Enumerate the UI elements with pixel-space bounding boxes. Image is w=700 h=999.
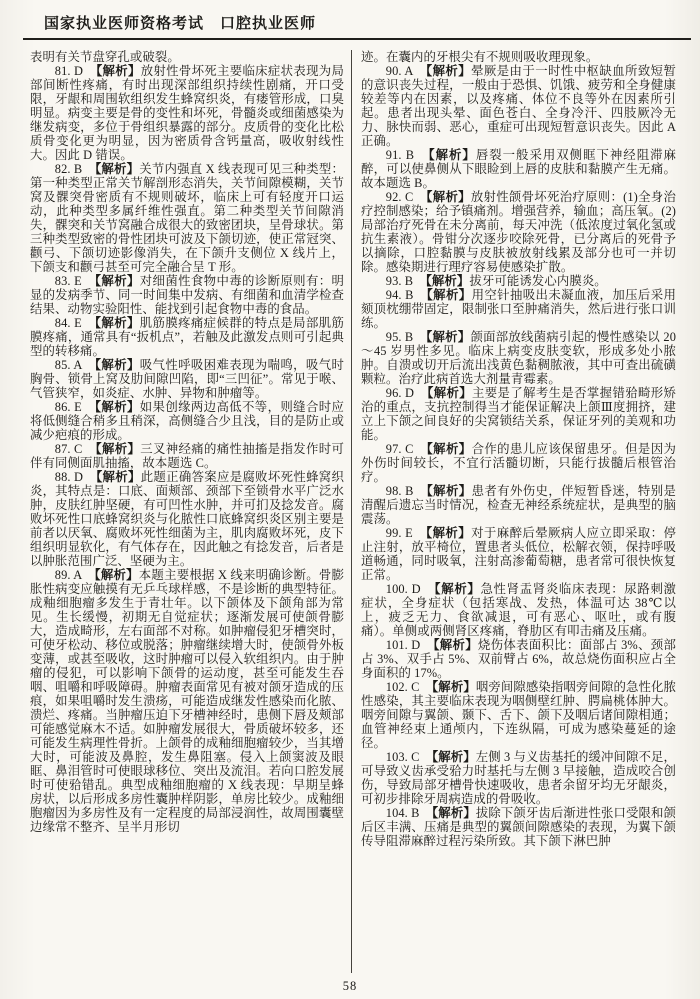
analysis-tag: 【解析】 [94,568,139,582]
answer-paragraph: 89. A 【解析】本题主要根据 X 线来明确诊断。骨膨胀性病变应触摸有无乒乓球样感，不是诊断的典型特征。成釉细胞瘤多发生于青壮年。以下颌体及下颌角部为常见。生长缓慢，初期无自觉症状；逐渐发展可使颌骨膨大，造成畸形，左右面部不对称。如肿瘤侵犯牙槽突时，可使牙松动、移位或脱落；肿瘤继续增大时，使颌骨外板变薄，或甚至吸收，这时肿瘤可以侵入软组织内。由于肿瘤的侵犯，可以影响下颌骨的运动度，甚至可能发生吞咽、咀嚼和呼吸障碍。肿瘤表面常见有被对颌牙造成的压痕，如果咀嚼时发生溃疡，可能造成继发性感染而化脓、溃烂、疼痛。当肿瘤压迫下牙槽神经时，患侧下唇及颊部可能感觉麻木不适。如肿瘤发展很大，骨质破坏较多，还可能发生病理性骨折。上颌骨的成釉细胞瘤较少，当其增大时，可能波及鼻腔，发生鼻阻塞。侵入上颌窦波及眼眶、鼻泪管时可使眼球移位、突出及流泪。若向口腔发展时可使𬌗错乱。典型成釉细胞瘤的 X 线表现：早期呈蜂房状，以后形成多房性囊肿样阴影，单房比较少。成釉细胞瘤因为多房性及有一定程度的局部浸润性，故周围囊壁边缘常不整齐、呈半月形切 [30,568,344,834]
answer-paragraph: 99. E 【解析】对于麻醉后晕厥病人应立即采取：停止注射，放平椅位，置患者头低位，松解衣领，保持呼吸道畅通，同时吸氧，注射高渗葡萄糖，患者常可很快恢复正常。 [361,526,676,582]
analysis-tag: 【解析】 [94,274,140,288]
analysis-tag: 【解析】 [426,288,472,302]
question-number: 96. D [385,386,428,400]
analysis-tag: 【解析】 [96,470,141,484]
analysis-tag: 【解析】 [94,400,140,414]
analysis-tag: 【解析】 [434,582,481,596]
right-column [351,50,676,973]
analysis-tag: 【解析】 [95,162,140,176]
question-number: 103. C [385,750,432,764]
answer-paragraph: 83. E 【解析】对细菌性食物中毒的诊断原则有：明显的发病季节、同一时间集中发病、有细菌和血清学检查结果、动物实验阳性、能找到引起食物中毒的食品。 [30,274,344,316]
answer-paragraph: 88. D 【解析】此题正确答案应是腐败坏死性蜂窝织炎，其特点是：口底、面颊部、颈部下至锁骨水平广泛水肿，皮肤红肿坚硬，有可凹性水肿，并可扪及捻发音。腐败坏死性口底蜂窝织炎与化脓性口底蜂窝织炎区别主要是前者以厌氧、腐败坏死性细菌为主，肌肉腐败坏死，皮下组织明显软化，有气体存在，因此触之有捻发音，后者是以肿胀范围广泛、坚硬为主。 [30,470,344,568]
answer-paragraph: 92. C 【解析】放射性颌骨坏死治疗原则：(1)全身治疗控制感染；给予镇痛剂。增强营养，输血；高压氧。(2)局部治疗死骨在未分离前，每天冲洗（低浓度过氧化氢或抗生素液）。骨钳分次逐步咬除死骨，已分离后的死骨予以摘除，口腔黏膜与皮肤被放射线累及部分也可一并切除。感染期进行理疗容易使感染扩散。 [361,190,676,274]
answer-paragraph: 迹。在囊内的牙根尖有不规则吸收理现象。 [361,50,599,64]
question-number: 99. E [385,526,426,540]
answer-paragraph: 103. C 【解析】左侧 3 与义齿基托的缓冲间隙不足，可导致义齿承受𬌗力时基托与左侧 3 早接触，造成咬合创伤，导致局部牙槽骨快速吸收，患者余留牙均无牙龈炎，可初步排除牙周病造成的骨吸收。 [361,750,676,806]
question-number: 95. B [385,330,427,344]
answer-paragraph: 94. B 【解析】用空针抽吸出未凝血液，加压后采用颏顶枕绷带固定，限制张口至肿痛消失，然后进行张口训练。 [361,288,676,330]
question-number: 86. E [54,400,95,414]
answer-paragraph: 90. A 【解析】晕厥是由于一时性中枢缺血所致短暂的意识丧失过程，一般由于恐惧、饥饿、疲劳和全身健康较差等内在因素，以及疼痛、体位不良等外在因素所引起。患者出现头晕、面色苍白、全身冷汗、四肢厥冷无力、脉快而弱、恶心，重症可出现短暂意识丧失。因此 A 正确。 [361,64,676,148]
left-column [30,50,351,973]
analysis-tag: 【解析】 [427,386,473,400]
answer-paragraph: 85. A 【解析】吸气性呼吸困难表现为喘鸣，吸气时胸骨、锁骨上窝及肋间隙凹陷，即“三凹征”。常见于喉、气管狭窄，如炎症、水肿、异物和肿瘤等。 [30,358,344,400]
question-number: 88. D [54,470,97,484]
answer-paragraph: 81. D 【解析】放射性骨坏死主要临床症状表现为局部间断性疼痛，有时出现深部组织持续性剧痛，开口受限，牙龈和周围软组织发生蜂窝织炎，有瘘管形成，口臭明显。病变主要是骨的变性和坏死，骨髓炎或细菌感染为继发病变，多位于骨组织暴露的部分。皮质骨的变化比松质骨变化更为明显，因为密质骨含钙量高，吸收射线性大。因此 D 错误。 [30,64,344,162]
question-number: 83. E [54,274,95,288]
analysis-tag: 【解析】 [432,806,476,820]
question-number: 104. B [385,806,432,820]
analysis-tag: 【解析】 [431,750,476,764]
answer-paragraph: 表明有关节盘穿孔或破裂。 [30,50,180,64]
analysis-tag: 【解析】 [426,190,471,204]
analysis-tag: 【解析】 [426,330,471,344]
question-number: 98. B [385,484,427,498]
answer-paragraph: 96. D 【解析】主要是了解考生是否掌握错𬌗畸形矫治的重点，支抗控制得当才能保证解决上颌Ⅲ度拥挤，建立上下颌之间良好的尖窝锁结关系，保证牙列的美观和功能。 [361,386,676,442]
answer-paragraph: 104. B 【解析】拔除下颌牙齿后渐进性张口受限和颌后区丰满、压痛是典型的翼颌间隙感染的表现，为翼下颌传导阻滞麻醉过程污染所致。其下颌下淋巴肿 [361,806,676,848]
question-number: 102. C [385,680,432,694]
question-number: 93. B [385,274,426,288]
header-rule [23,38,691,40]
answer-paragraph: 82. B 【解析】关节内强直 X 线表现可见三种类型：第一种类型正常关节解剖形态消失，关节间隙模糊，关节窝及髁突骨密质有不规则破坏，临床上可有轻度开口运动，此种类型多属纤维性强直。第二种类型关节间隙消失，髁突和关节窝融合成很大的致密团块，呈骨球状。第三种类型致密的骨性团块可波及下颌切迹，使正常冠突、颧弓、下颌切迹影像消失，在下颌升支侧位 X 线片上，下颌支和颧弓甚至可完全融合呈 T 形。 [30,162,345,274]
analysis-tag: 【解析】 [425,64,472,78]
question-number: 87. C [54,442,96,456]
question-number: 91. B [385,148,429,162]
question-number: 101. D [385,638,434,652]
question-number: 89. A [54,568,95,582]
analysis-tag: 【解析】 [96,64,141,78]
analysis-tag: 【解析】 [95,442,141,456]
analysis-tag: 【解析】 [425,274,470,288]
analysis-tag: 【解析】 [94,316,140,330]
analysis-tag: 【解析】 [428,148,476,162]
answer-paragraph: 101. D 【解析】烧伤体表面积比：面部占 3%、颈部占 3%、双手占 5%、双前臂占 6%，故总烧伤面积应占全身面积的 17%。 [361,638,676,680]
answer-paragraph: 95. B 【解析】颌面部放线菌病引起的慢性感染以 20～45 岁男性多见。临床上病变皮肤变软，形成多处小脓肿。自溃或切开后流出浅黄色黏稠脓液，其中可查出硫磺颗粒。治疗此病首选大剂量青霉素。 [361,330,676,386]
page-header-title: 国家执业医师资格考试 口腔执业医师 [44,16,317,32]
two-column-body [30,50,676,973]
question-number: 97. C [385,442,427,456]
answer-paragraph: 87. C 【解析】三叉神经痛的痛性抽搐是指发作时可伴有同侧面肌抽搐，故本题选 C。 [30,442,344,470]
analysis-tag: 【解析】 [433,638,478,652]
question-number: 85. A [54,358,95,372]
analysis-tag: 【解析】 [432,680,476,694]
question-number: 100. D [385,582,435,596]
question-number: 82. B [54,162,96,176]
page-number: 58 [342,979,358,993]
answer-paragraph: 84. E 【解析】肌筋膜疼痛症候群的特点是局部肌筋膜疼痛，通常具有“扳机点”，若触及此激发点则可引起典型的转移痛。 [30,316,344,358]
analysis-tag: 【解析】 [426,484,472,498]
question-number: 94. B [385,288,427,302]
answer-paragraph: 102. C 【解析】咽旁间隙感染指咽旁间隙的急性化脓性感染，其主要临床表现为咽侧壁红肿、腭扁桃体肿大。咽旁间隙与翼颌、颞下、舌下、颌下及咽后诸间隙相通；血管神经束上通颅内，下连纵隔，可成为感染蔓延的途径。 [361,680,676,750]
answer-paragraph: 91. B 【解析】唇裂一般采用双侧眶下神经阻滞麻醉，可以使鼻侧从下眼睑到上唇的皮肤和黏膜产生无痛。故本题选 B。 [361,148,676,190]
answer-paragraph: 100. D 【解析】急性肾盂肾炎临床表现：尿路刺激症状，全身症状（包括寒战、发热，体温可达 38℃以上，疲乏无力、食欲减退，可有恶心、呕吐，或有腹痛）。单侧或两侧肾区疼痛，脊肋区有叩击痛及压痛。 [361,582,676,638]
answer-paragraph: 98. B 【解析】患者有外伤史，伴短暂昏迷，特别是清醒后遗忘当时情况，检查无神经系统症状，是典型的脑震荡。 [361,484,676,526]
answer-paragraph: 93. B 【解析】拔牙可能诱发心内膜炎。 [385,274,607,288]
question-number: 92. C [385,190,427,204]
question-number: 84. E [54,316,95,330]
answer-paragraph: 86. E 【解析】如果创缘两边高低不等，则缝合时应将低侧缝合稍多且稍深，高侧缝合少且浅，目的是防止或减少疤痕的形成。 [30,400,344,442]
question-number: 81. D [54,64,97,78]
analysis-tag: 【解析】 [425,526,472,540]
answer-paragraph: 97. C 【解析】合作的患儿应该保留患牙。但是因为外伤时间较长，不宜行活髓切断，只能行拔髓后根管治疗。 [361,442,676,484]
analysis-tag: 【解析】 [426,442,472,456]
analysis-tag: 【解析】 [94,358,140,372]
question-number: 90. A [385,64,426,78]
